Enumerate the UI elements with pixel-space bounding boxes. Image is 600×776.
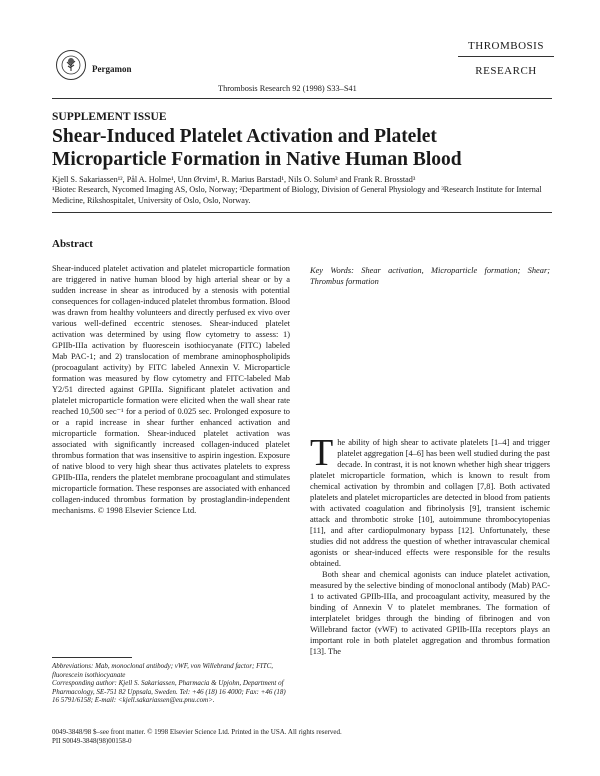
abstract-text: [52, 263, 290, 516]
intro-paragraph-2: Both shear and chemical agonists can induce platelet activation, measured by the selective binding of monoclonal antibody (Mab) PAC-1 to activated GPIIb-IIIa, and procoagulant activity, measured by the binding of Annexin V to platelet membranes. The formation of interplatelet bridges through the binding of fibrinogen and von Willebrand factor (vWF) to activated GPIIb-IIIa receptors plays an important role in both platelet aggregation and thrombus formation [13]. The: [310, 570, 550, 656]
footnote-rule: [52, 657, 132, 658]
intro-text: [310, 432, 550, 657]
publisher-logo: [56, 50, 86, 80]
keywords-block: [310, 265, 550, 287]
tree-emblem-icon: [60, 54, 82, 76]
header-rule: [52, 98, 552, 99]
keywords-label: Key Words:: [310, 266, 354, 275]
footnote-abbreviations: Abbreviations: Mab, monoclonal antibody; vWF, von Willebrand factor; FITC, fluorescein isothiocyanate: [52, 662, 274, 679]
keywords: [310, 265, 550, 287]
intro-paragraph-1-text: he ability of high shear to activate platelets [1–4] and trigger platelet aggregation [4–6] has been well studied during the past decade. In contrast, it is not known whether high shear triggers platelet microparticle formation, which is known to result from chemical activation by thrombin and collagen [7,8]. Both activated platelets and platelet microparticles are detected in blood from patients with activated coagulation and fibrinolysis [9], transient ischemic attack and thrombotic stroke [10], autoimmune thrombocytopenias [11], and after cardiopulmonary bypass [12]. Unfortunately, these studies did not address the question of whether intravascular chemical agonists or shear-induced effects were responsible for the results obtained.: [310, 438, 550, 568]
intro-paragraph-1: [310, 432, 550, 569]
affiliations: ¹Biotec Research, Nycomed Imaging AS, Oslo, Norway; ²Department of Biology, Division of General Physiology and ³Research Institute for Internal Medicine, Rikshospitalet, University of Oslo, Oslo, Norway.: [52, 185, 542, 205]
drop-cap: T: [310, 432, 334, 474]
author-list: Kjell S. Sakariassen¹², Pål A. Holme¹, Unn Ørvim¹, R. Marius Barstad¹, Nils O. Solum³ and Frank R. Brosstad³: [52, 175, 416, 184]
abstract-body: Shear-induced platelet activation and platelet microparticle formation are triggered in native human blood by high arterial shear or by a sudden increase in shear as introduced by a stenosis with potential consequences for collagen-induced platelet thrombus formation. Blood was drawn from healthy volunteers and directly perfused ex vivo over various well-defined eccentric stenoses. Shear-induced platelet activation was determined by using flow cytometry to assess: 1) GPIIb-IIIa activation by fluorescein isothiocyanate (FITC) labeled Mab PAC-1; and 2) translocation of membrane aminophospholipids (procoagulant activity) by FITC labeled Annexin V. Microparticle formation was measured by flow cytometry and FITC-labeled Mab Y2/51 directed against GPIIIa. Significant platelet activation and platelet microparticle formation were elicited when the wall shear rate reached 10,500 sec⁻¹ for a period of 0.025 sec. Prolonged exposure to or a rapid increase in shear further enhanced activation and microparticle formation. Shear-induced platelet activation was associated with significantly increased collagen-induced platelet thrombus formation that was insensitive to aspirin ingestion. Exposure of native blood to very high shear thus activates platelets to express GPIIb-IIIa, renders the platelet membrane procoagulant and stimulates microparticle formation. These responses are associated with enhanced collagen-induced thrombus formation by prostaglandin-independent mechanisms. © 1998 Elsevier Science Ltd.: [52, 264, 290, 515]
journal-citation: Thrombosis Research 92 (1998) S33–S41: [218, 84, 357, 93]
journal-name-line1: THROMBOSIS: [468, 40, 544, 52]
journal-name-line2: RESEARCH: [475, 65, 537, 77]
abstract-heading: Abstract: [52, 238, 93, 250]
pii-line: PII S0049-3848(98)00158-0: [52, 736, 132, 745]
journal-divider: [458, 56, 554, 57]
page-footer: [52, 728, 552, 745]
title-rule: [52, 212, 552, 213]
footnote-block: [52, 662, 290, 705]
footnote-correspondence: Corresponding author: Kjell S. Sakariassen, Pharmacia & Upjohn, Department of Pharmacology, SE-751 82 Uppsala, Sweden. Tel: +46 (18) 16 4000; Fax: +46 (18) 16 5791/6158; E-mail: <kjell.sakariassen@eu.pnu.com>.: [52, 679, 286, 705]
publisher-name: Pergamon: [92, 64, 132, 74]
section-label: SUPPLEMENT ISSUE: [52, 111, 167, 123]
keywords-text: Shear activation, Microparticle formation; Shear; Thrombus formation: [310, 266, 551, 286]
copyright-line: 0049-3848/98 $–see front matter. © 1998 Elsevier Science Ltd. Printed in the USA. All rights reserved.: [52, 728, 342, 736]
article-title: Shear-Induced Platelet Activation and Platelet Microparticle Formation in Native Human Blood: [52, 126, 462, 170]
